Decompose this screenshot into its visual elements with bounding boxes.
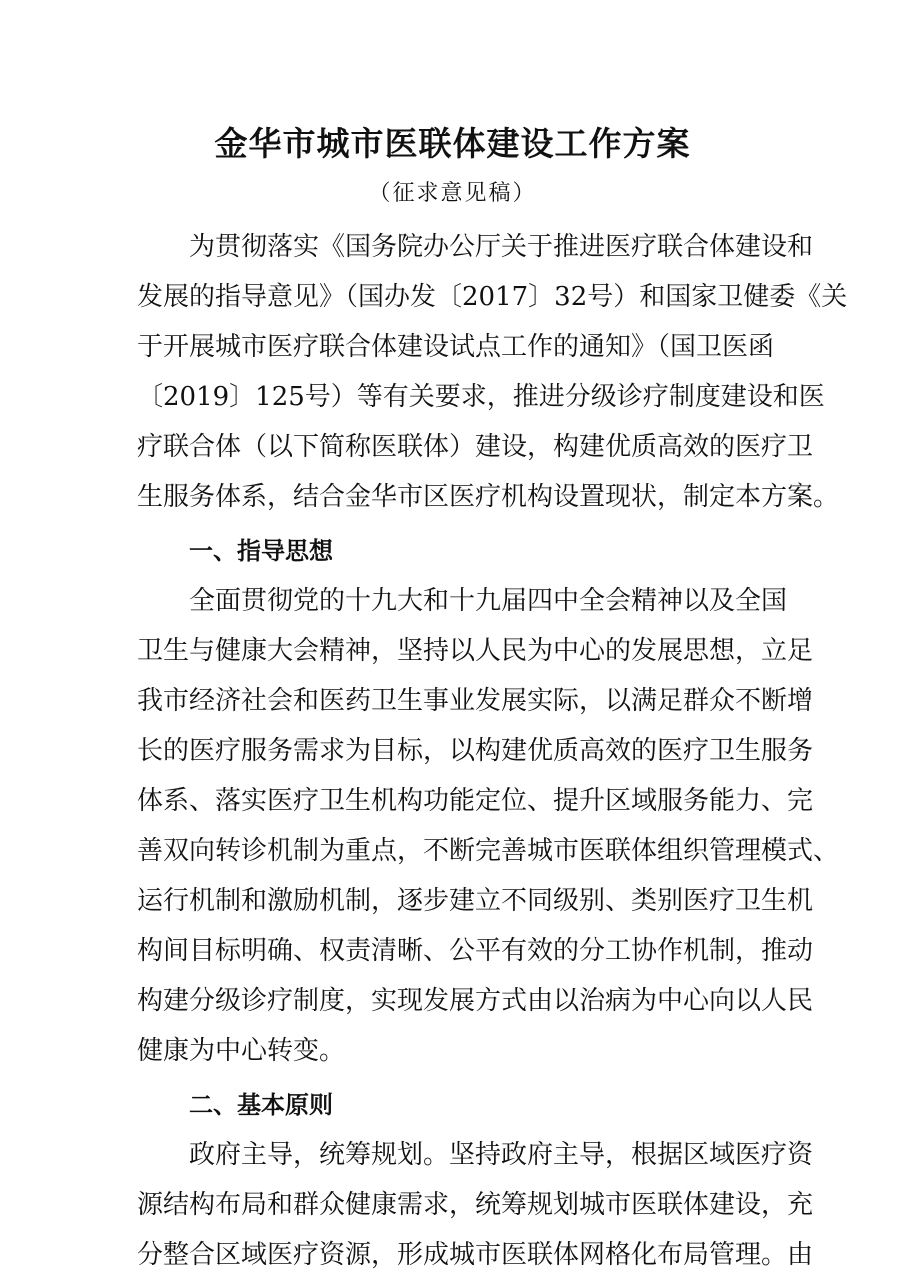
paragraph-line: 健康为中心转变。 <box>137 1036 346 1066</box>
paragraph-line: 源结构布局和群众健康需求，统筹规划城市医联体建设，充 <box>137 1190 814 1220</box>
paragraph-line: 长的医疗服务需求为目标，以构建优质高效的医疗卫生服务 <box>137 736 814 766</box>
paragraph-line: 于开展城市医疗联合体建设试点工作的通知》（国卫医函 <box>137 332 775 362</box>
paragraph-line: 构建分级诊疗制度，实现发展方式由以治病为中心向以人民 <box>137 986 814 1016</box>
paragraph-line: 构间目标明确、权责清晰、公平有效的分工协作机制，推动 <box>137 936 814 966</box>
paragraph-line: 善双向转诊机制为重点，不断完善城市医联体组织管理模式、 <box>137 836 840 866</box>
paragraph-line: 全面贯彻党的十九大和十九届四中全会精神以及全国 <box>189 586 788 616</box>
paragraph-line: 卫生与健康大会精神，坚持以人民为中心的发展思想，立足 <box>137 636 814 666</box>
paragraph-line: 我市经济社会和医药卫生事业发展实际，以满足群众不断增 <box>137 686 814 716</box>
paragraph-line: 为贯彻落实《国务院办公厅关于推进医疗联合体建设和 <box>189 232 814 262</box>
paragraph-line: 政府主导，统筹规划。坚持政府主导，根据区域医疗资 <box>189 1140 814 1170</box>
document-title: 金华市城市医联体建设工作方案 <box>214 124 691 163</box>
paragraph-line: 分整合区域医疗资源，形成城市医联体网格化布局管理。由 <box>137 1240 814 1270</box>
paragraph-line: 生服务体系，结合金华市区医疗机构设置现状，制定本方案。 <box>137 482 840 512</box>
paragraph-line: 运行机制和激励机制，逐步建立不同级别、类别医疗卫生机 <box>137 886 814 916</box>
section-heading-guiding-ideology: 一、指导思想 <box>189 537 333 565</box>
document-subtitle: （征求意见稿） <box>368 181 537 206</box>
section-heading-basic-principles: 二、基本原则 <box>189 1091 333 1119</box>
paragraph-line: 疗联合体（以下简称医联体）建设，构建优质高效的医疗卫 <box>137 432 814 462</box>
paragraph-line: 〔2019〕125号）等有关要求，推进分级诊疗制度建设和医 <box>137 382 825 412</box>
paragraph-line: 发展的指导意见》（国办发〔2017〕32号）和国家卫健委《关 <box>137 282 848 312</box>
paragraph-line: 体系、落实医疗卫生机构功能定位、提升区域服务能力、完 <box>137 786 814 816</box>
